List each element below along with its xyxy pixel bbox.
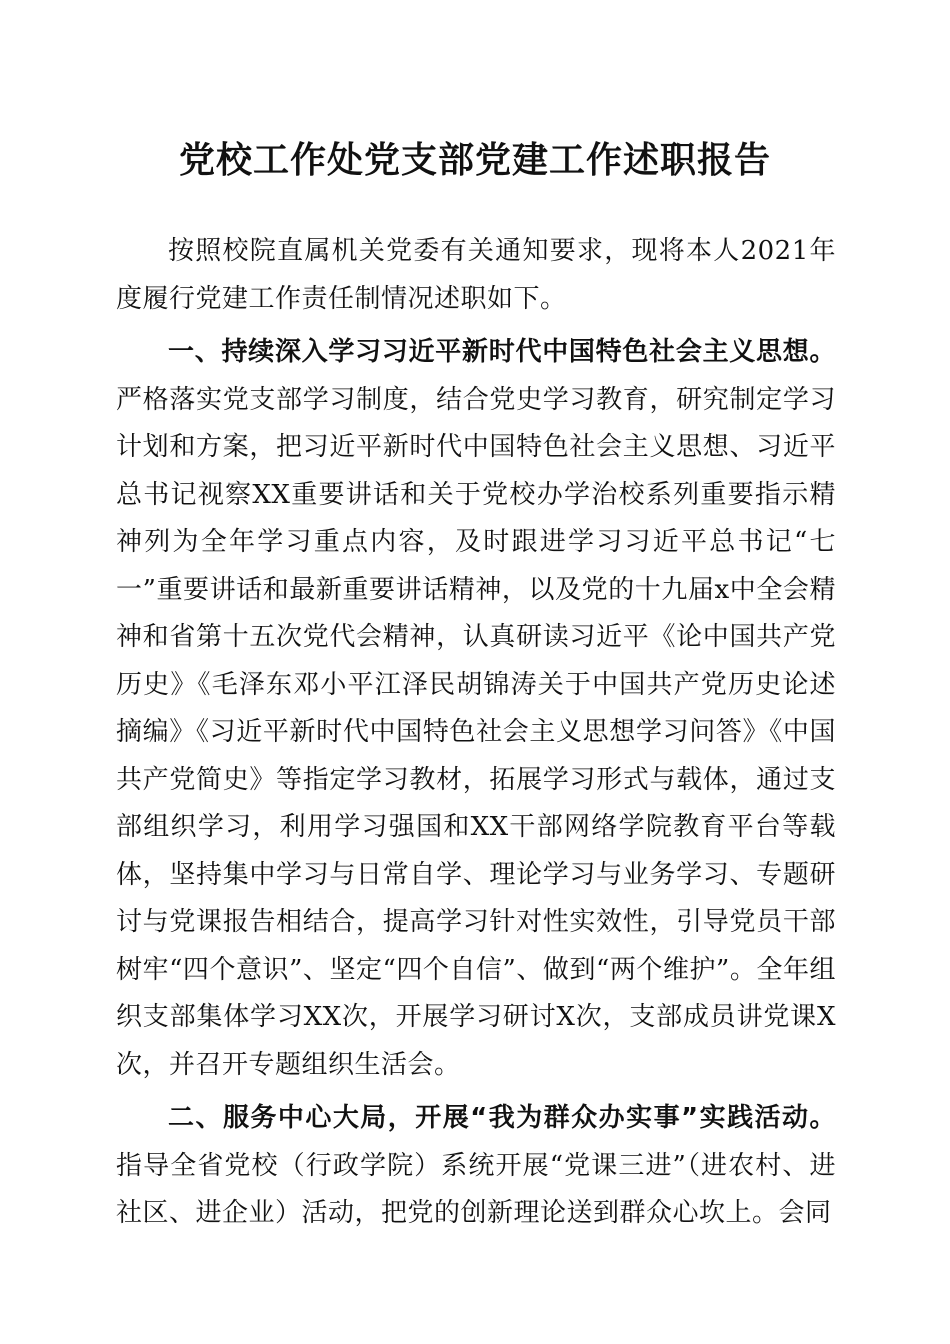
section-body: 严格落实党支部学习制度，结合党史学习教育，研究制定学习计划和方案，把习近平新时代中国特色社会主义思想、习近平总书记视察XX重要讲话和关于党校办学治校系列重要指示精神列为全年学习重点内容，及时跟进学习习近平总书记“七一”重要讲话和最新重要讲话精神，以及党的十九届x中全会精神和省第十五次党代会精神，认真研读习近平《论中国共产党历史》《毛泽东邓小平江泽民胡锦涛关于中国共产党历史论述摘编》《习近平新时代中国特色社会主义思想学习问答》《中国共产党简史》等指定学习教材，拓展学习形式与载体，通过支部组织学习，利用学习强国和XX干部网络学院教育平台等载体，坚持集中学习与日常自学、理论学习与业务学习、专题研讨与党课报告相结合，提高学习针对性实效性，引导党员干部树牢“四个意识”、坚定“四个自信”、做到“两个维护”。全年组织支部集体学习XX次，开展学习研讨X次，支部成员讲党课X次，并召开专题组织生活会。 [116,384,836,1080]
section-body: 指导全省党校（行政学院）系统开展“党课三进”（进农村、进社区、进企业）活动，把党的创新理论送到群众心坎上。会同 [116,1150,836,1228]
intro-paragraph: 按照校院直属机关党委有关通知要求，现将本人2021年度履行党建工作责任制情况述职如下。 [116,236,836,314]
section-heading: 一、持续深入学习习近平新时代中国特色社会主义思想。 [168,337,836,367]
document-body [116,228,836,1244]
document-title: 党校工作处党支部党建工作述职报告 [178,139,771,181]
section-heading: 二、服务中心大局，开展“我为群众办实事”实践活动。 [168,1103,836,1133]
section-paragraph [116,329,836,1089]
section-paragraph [116,1095,836,1238]
